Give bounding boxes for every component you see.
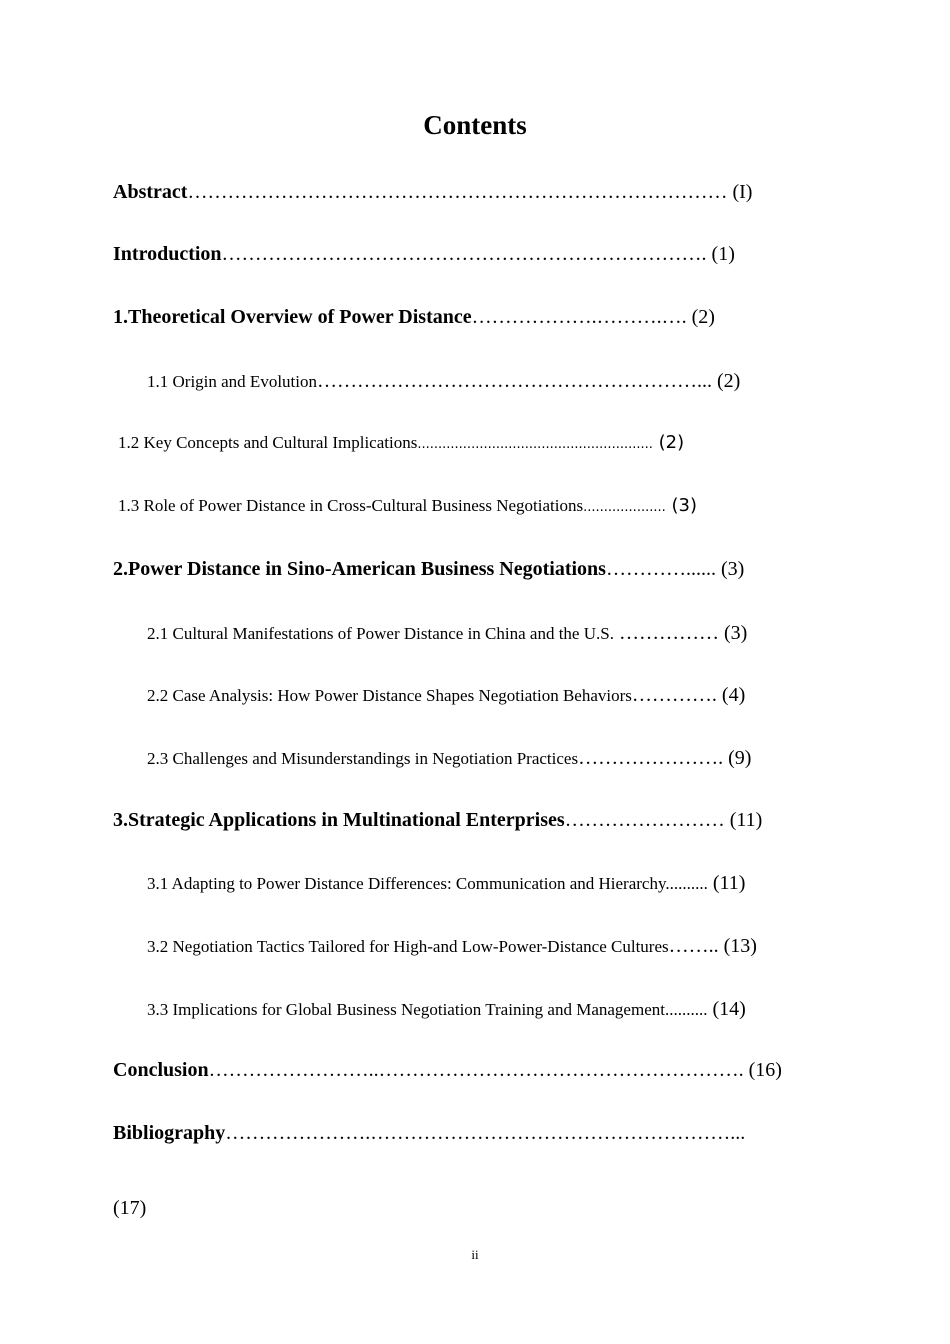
toc-entry-chapter-1[interactable] bbox=[113, 304, 715, 330]
toc-leader-dots: …….. bbox=[668, 935, 719, 957]
toc-leader-dots: ………………….………………………………………………... bbox=[225, 1122, 746, 1144]
toc-entry-label: 2.1 Cultural Manifestations of Power Distance in China and the U.S. bbox=[147, 624, 614, 643]
toc-entry-label: 3.1 Adapting to Power Distance Differences: Communication and Hierarchy bbox=[147, 874, 666, 893]
toc-entry-label: 1.3 Role of Power Distance in Cross-Cultural Business Negotiations bbox=[118, 496, 584, 515]
toc-leader-dots: ……………….……….…. bbox=[471, 306, 687, 328]
page-title: Contents bbox=[423, 110, 527, 140]
toc-page-number: (3) bbox=[715, 558, 745, 580]
toc-page-number: (13) bbox=[718, 935, 757, 957]
toc-entry-bibliography[interactable] bbox=[113, 1120, 745, 1146]
toc-leader-dots: ………………………………………………………………. bbox=[221, 243, 707, 265]
toc-leader-dots: …………………………………………………... bbox=[316, 370, 712, 392]
toc-leader-dots: ……………………………………………………………………… bbox=[187, 181, 728, 203]
toc-page-number: (11) bbox=[724, 809, 763, 831]
toc-entry-conclusion[interactable] bbox=[113, 1057, 782, 1083]
toc-entry-label: 1.Theoretical Overview of Power Distance bbox=[113, 306, 472, 328]
bibliography-page-number: (17) bbox=[113, 1197, 147, 1219]
toc-entry-label: 1.2 Key Concepts and Cultural Implications bbox=[118, 433, 418, 452]
toc-page-number: (3) bbox=[718, 622, 748, 644]
toc-entry-section-1-3[interactable] bbox=[118, 494, 697, 520]
toc-entry-label: 3.3 Implications for Global Business Negotiation Training and Management bbox=[147, 1000, 665, 1019]
toc-page-number: (11) bbox=[707, 872, 746, 894]
toc-leader-dots: …………. bbox=[631, 684, 717, 706]
toc-entry-label: 3.Strategic Applications in Multinational Enterprises bbox=[113, 809, 565, 831]
toc-leader-dots: …………...... bbox=[605, 558, 716, 580]
toc-entry-introduction[interactable] bbox=[113, 241, 735, 267]
toc-page-number: (3) bbox=[665, 495, 697, 516]
toc-entry-label: Abstract bbox=[113, 181, 188, 203]
toc-leader-dots: .......... bbox=[664, 1000, 708, 1019]
toc-entry-label: 2.Power Distance in Sino-American Business Negotiations bbox=[113, 558, 606, 580]
toc-leader-dots: …………………. bbox=[578, 747, 724, 769]
toc-leader-dots: ……………………..………………………………………………. bbox=[208, 1059, 744, 1081]
toc-page-number: (2) bbox=[711, 370, 741, 392]
toc-entry-section-3-1[interactable] bbox=[147, 871, 745, 896]
toc-entry-section-3-2[interactable] bbox=[147, 934, 757, 959]
toc-page-number: (I) bbox=[727, 181, 753, 203]
toc-entry-label: Bibliography bbox=[113, 1122, 226, 1144]
toc-entry-label: 2.2 Case Analysis: How Power Distance Shapes Negotiation Behaviors bbox=[147, 686, 632, 705]
toc-entry-section-3-3[interactable] bbox=[147, 997, 746, 1022]
toc-leader-dots: …………… bbox=[613, 622, 719, 644]
toc-page-number: (2) bbox=[686, 306, 715, 328]
toc-leader-dots: ......................................................... bbox=[417, 437, 653, 452]
toc-entry-label: 1.1 Origin and Evolution bbox=[147, 372, 317, 391]
toc-leader-dots: .................... bbox=[583, 500, 666, 515]
toc-leader-dots: .......... bbox=[665, 874, 708, 893]
toc-page-number: (2) bbox=[652, 432, 685, 453]
toc-entry-label: Introduction bbox=[113, 243, 222, 265]
toc-entry-abstract[interactable] bbox=[113, 179, 752, 205]
toc-leader-dots: …………………… bbox=[564, 809, 725, 831]
toc-entry-section-2-2[interactable] bbox=[147, 683, 745, 708]
toc-entry-label: 3.2 Negotiation Tactics Tailored for High-and Low-Power-Distance Cultures bbox=[147, 937, 669, 956]
toc-page-number: (1) bbox=[706, 243, 735, 265]
toc-entry-section-2-1[interactable] bbox=[147, 621, 747, 646]
toc-entry-chapter-3[interactable] bbox=[113, 807, 762, 833]
footer-page-number: ii bbox=[471, 1247, 479, 1262]
toc-page-number: (9) bbox=[723, 747, 752, 769]
toc-page-number: (14) bbox=[707, 998, 746, 1020]
toc-entry-chapter-2[interactable] bbox=[113, 556, 744, 582]
toc-entry-section-1-1[interactable] bbox=[147, 369, 740, 394]
toc-entry-section-1-2[interactable] bbox=[118, 431, 684, 457]
toc-entry-label: Conclusion bbox=[113, 1059, 209, 1081]
toc-entry-label: 2.3 Challenges and Misunderstandings in Negotiation Practices bbox=[147, 749, 579, 768]
toc-page-number: (16) bbox=[743, 1059, 782, 1081]
toc-page-number: (4) bbox=[716, 684, 746, 706]
toc-entry-section-2-3[interactable] bbox=[147, 746, 751, 771]
